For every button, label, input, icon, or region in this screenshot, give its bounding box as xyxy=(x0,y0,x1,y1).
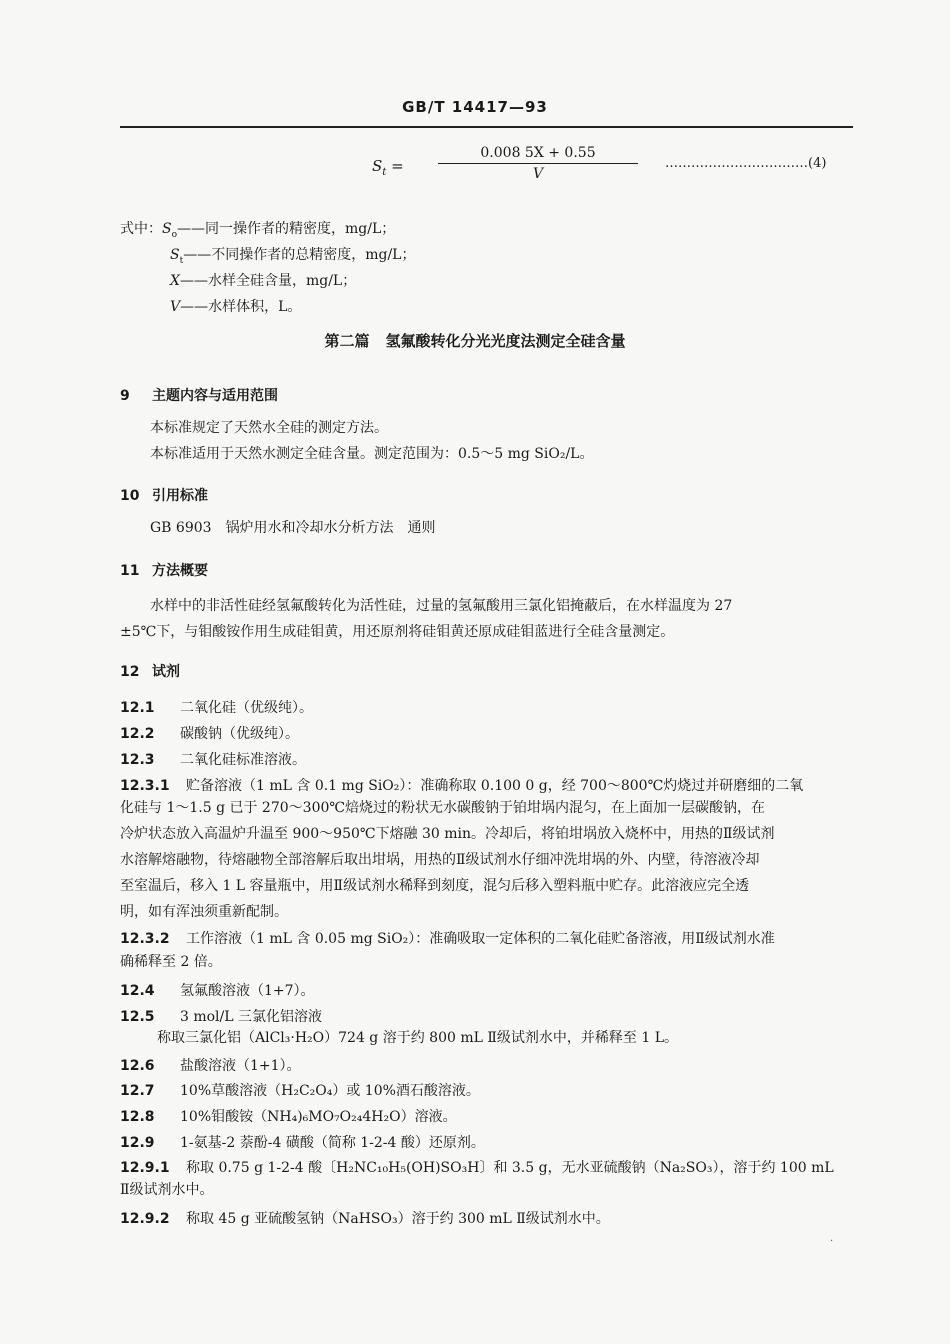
section-9-para-1: 本标准规定了天然水全硅的测定方法。 xyxy=(150,420,388,436)
item-12-3-2: 12.3.2 工作溶液（1 mL 含 0.05 mg SiO₂）：准确吸取一定体积的二氧化硅贮备溶液，用Ⅱ级试剂水准 xyxy=(120,931,775,947)
section-11-line-2: ±5℃下，与钼酸铵作用生成硅钼黄，用还原剂将硅钼黄还原成硅钼蓝进行全硅含量测定。 xyxy=(120,624,675,640)
item-12-3-1-line-3: 冷炉状态放入高温炉升温至 900～950℃下熔融 30 min。冷却后，将铂坩埚放入烧杯中，用热的Ⅱ级试剂 xyxy=(120,826,775,842)
item-12-6: 12.6 盐酸溶液（1+1）。 xyxy=(120,1058,301,1074)
part-title: 第二篇 氢氟酸转化分光光度法测定全硅含量 xyxy=(324,332,626,350)
formula-numerator: 0.008 5X + 0.55 xyxy=(438,145,638,164)
legend-row-x: X——水样全硅含量，mg/L； xyxy=(170,273,357,289)
item-12-3-1-line-6: 明，如有浑浊须重新配制。 xyxy=(120,904,288,920)
equation-number: ……………………………(4) xyxy=(665,156,827,171)
item-12-5-detail: 称取三氯化铝（AlCl₃·H₂O）724 g 溶于约 800 mL Ⅱ级试剂水中，并稀释至 1 L。 xyxy=(157,1030,678,1046)
scan-speck: · xyxy=(830,1236,834,1247)
item-12-3-1-line-5: 至室温后，移入 1 L 容量瓶中，用Ⅱ级试剂水稀释到刻度，混匀后移入塑料瓶中贮存。此溶液应完全透 xyxy=(120,878,750,894)
item-12-5: 12.5 3 mol/L 三氯化铝溶液 xyxy=(120,1009,323,1025)
section-10-heading: 10 引用标准 xyxy=(120,488,208,504)
item-12-3-1-line-2: 化硅与 1～1.5 g 已于 270～300℃焙烧过的粉状无水碳酸钠于铂坩埚内混匀，在上面加一层碳酸钠，在 xyxy=(120,800,766,816)
legend-row-so: 式中：$S_o——$同一操作者的精密度，mg/L； xyxy=(120,221,396,240)
item-12-3: 12.3 二氧化硅标准溶液。 xyxy=(120,752,306,768)
section-11-line-1: 水样中的非活性硅经氢氟酸转化为活性硅，过量的氢氟酸用三氯化铝掩蔽后，在水样温度为 27 xyxy=(150,598,733,614)
formula-fraction xyxy=(438,145,638,182)
item-12-3-1: 12.3.1 贮备溶液（1 mL 含 0.1 mg SiO₂）：准确称取 0.100 0 g，经 700～800℃灼烧过并研磨细的二氧 xyxy=(120,778,804,794)
header-rule xyxy=(120,126,853,128)
formula-lhs: $S_t$ = xyxy=(372,157,404,178)
header-standard-number: GB/T 14417—93 xyxy=(402,98,548,116)
item-12-1: 12.1 二氧化硅（优级纯）。 xyxy=(120,700,313,716)
formula-denominator: V xyxy=(532,166,544,182)
item-12-9-2: 12.9.2 称取 45 g 亚硫酸氢钠（NaHSO₃）溶于约 300 mL Ⅱ级试剂水中。 xyxy=(120,1211,610,1227)
item-12-7: 12.7 10%草酸溶液（H₂C₂O₄）或 10%酒石酸溶液。 xyxy=(120,1083,480,1099)
item-12-4: 12.4 氢氟酸溶液（1+7）。 xyxy=(120,983,315,999)
item-12-3-2-line-2: 确稀释至 2 倍。 xyxy=(120,954,222,970)
section-10-reference: GB 6903 锅炉用水和冷却水分析方法 通则 xyxy=(150,520,436,536)
section-9-para-2: 本标准适用于天然水测定全硅含量。测定范围为：0.5～5 mg SiO₂/L。 xyxy=(150,446,594,462)
section-11-heading: 11 方法概要 xyxy=(120,563,208,579)
section-9-heading: 9 主题内容与适用范围 xyxy=(120,388,278,404)
item-12-3-1-line-4: 水溶解熔融物，待熔融物全部溶解后取出坩埚，用热的Ⅱ级试剂水仔细冲洗坩埚的外、内壁，待溶液冷却 xyxy=(120,852,760,868)
legend-row-st: $S_t——$不同操作者的总精密度，mg/L； xyxy=(170,247,416,266)
item-12-8: 12.8 10%钼酸铵（NH₄)₆MO₇O₂₄4H₂O）溶液。 xyxy=(120,1109,457,1125)
item-12-9-1-line-2: Ⅱ级试剂水中。 xyxy=(120,1182,214,1198)
item-12-9-1: 12.9.1 称取 0.75 g 1-2-4 酸〔H₂NC₁₀H₅(OH)SO₃H〕和 3.5 g，无水亚硫酸钠（Na₂SO₃），溶于约 100 mL xyxy=(120,1160,834,1176)
legend-row-v: V——水样体积，L。 xyxy=(170,299,302,315)
item-12-9: 12.9 1-氨基-2 萘酚-4 磺酸（简称 1-2-4 酸）还原剂。 xyxy=(120,1135,485,1151)
item-12-2: 12.2 碳酸钠（优级纯）。 xyxy=(120,726,299,742)
section-12-heading: 12 试剂 xyxy=(120,664,180,680)
